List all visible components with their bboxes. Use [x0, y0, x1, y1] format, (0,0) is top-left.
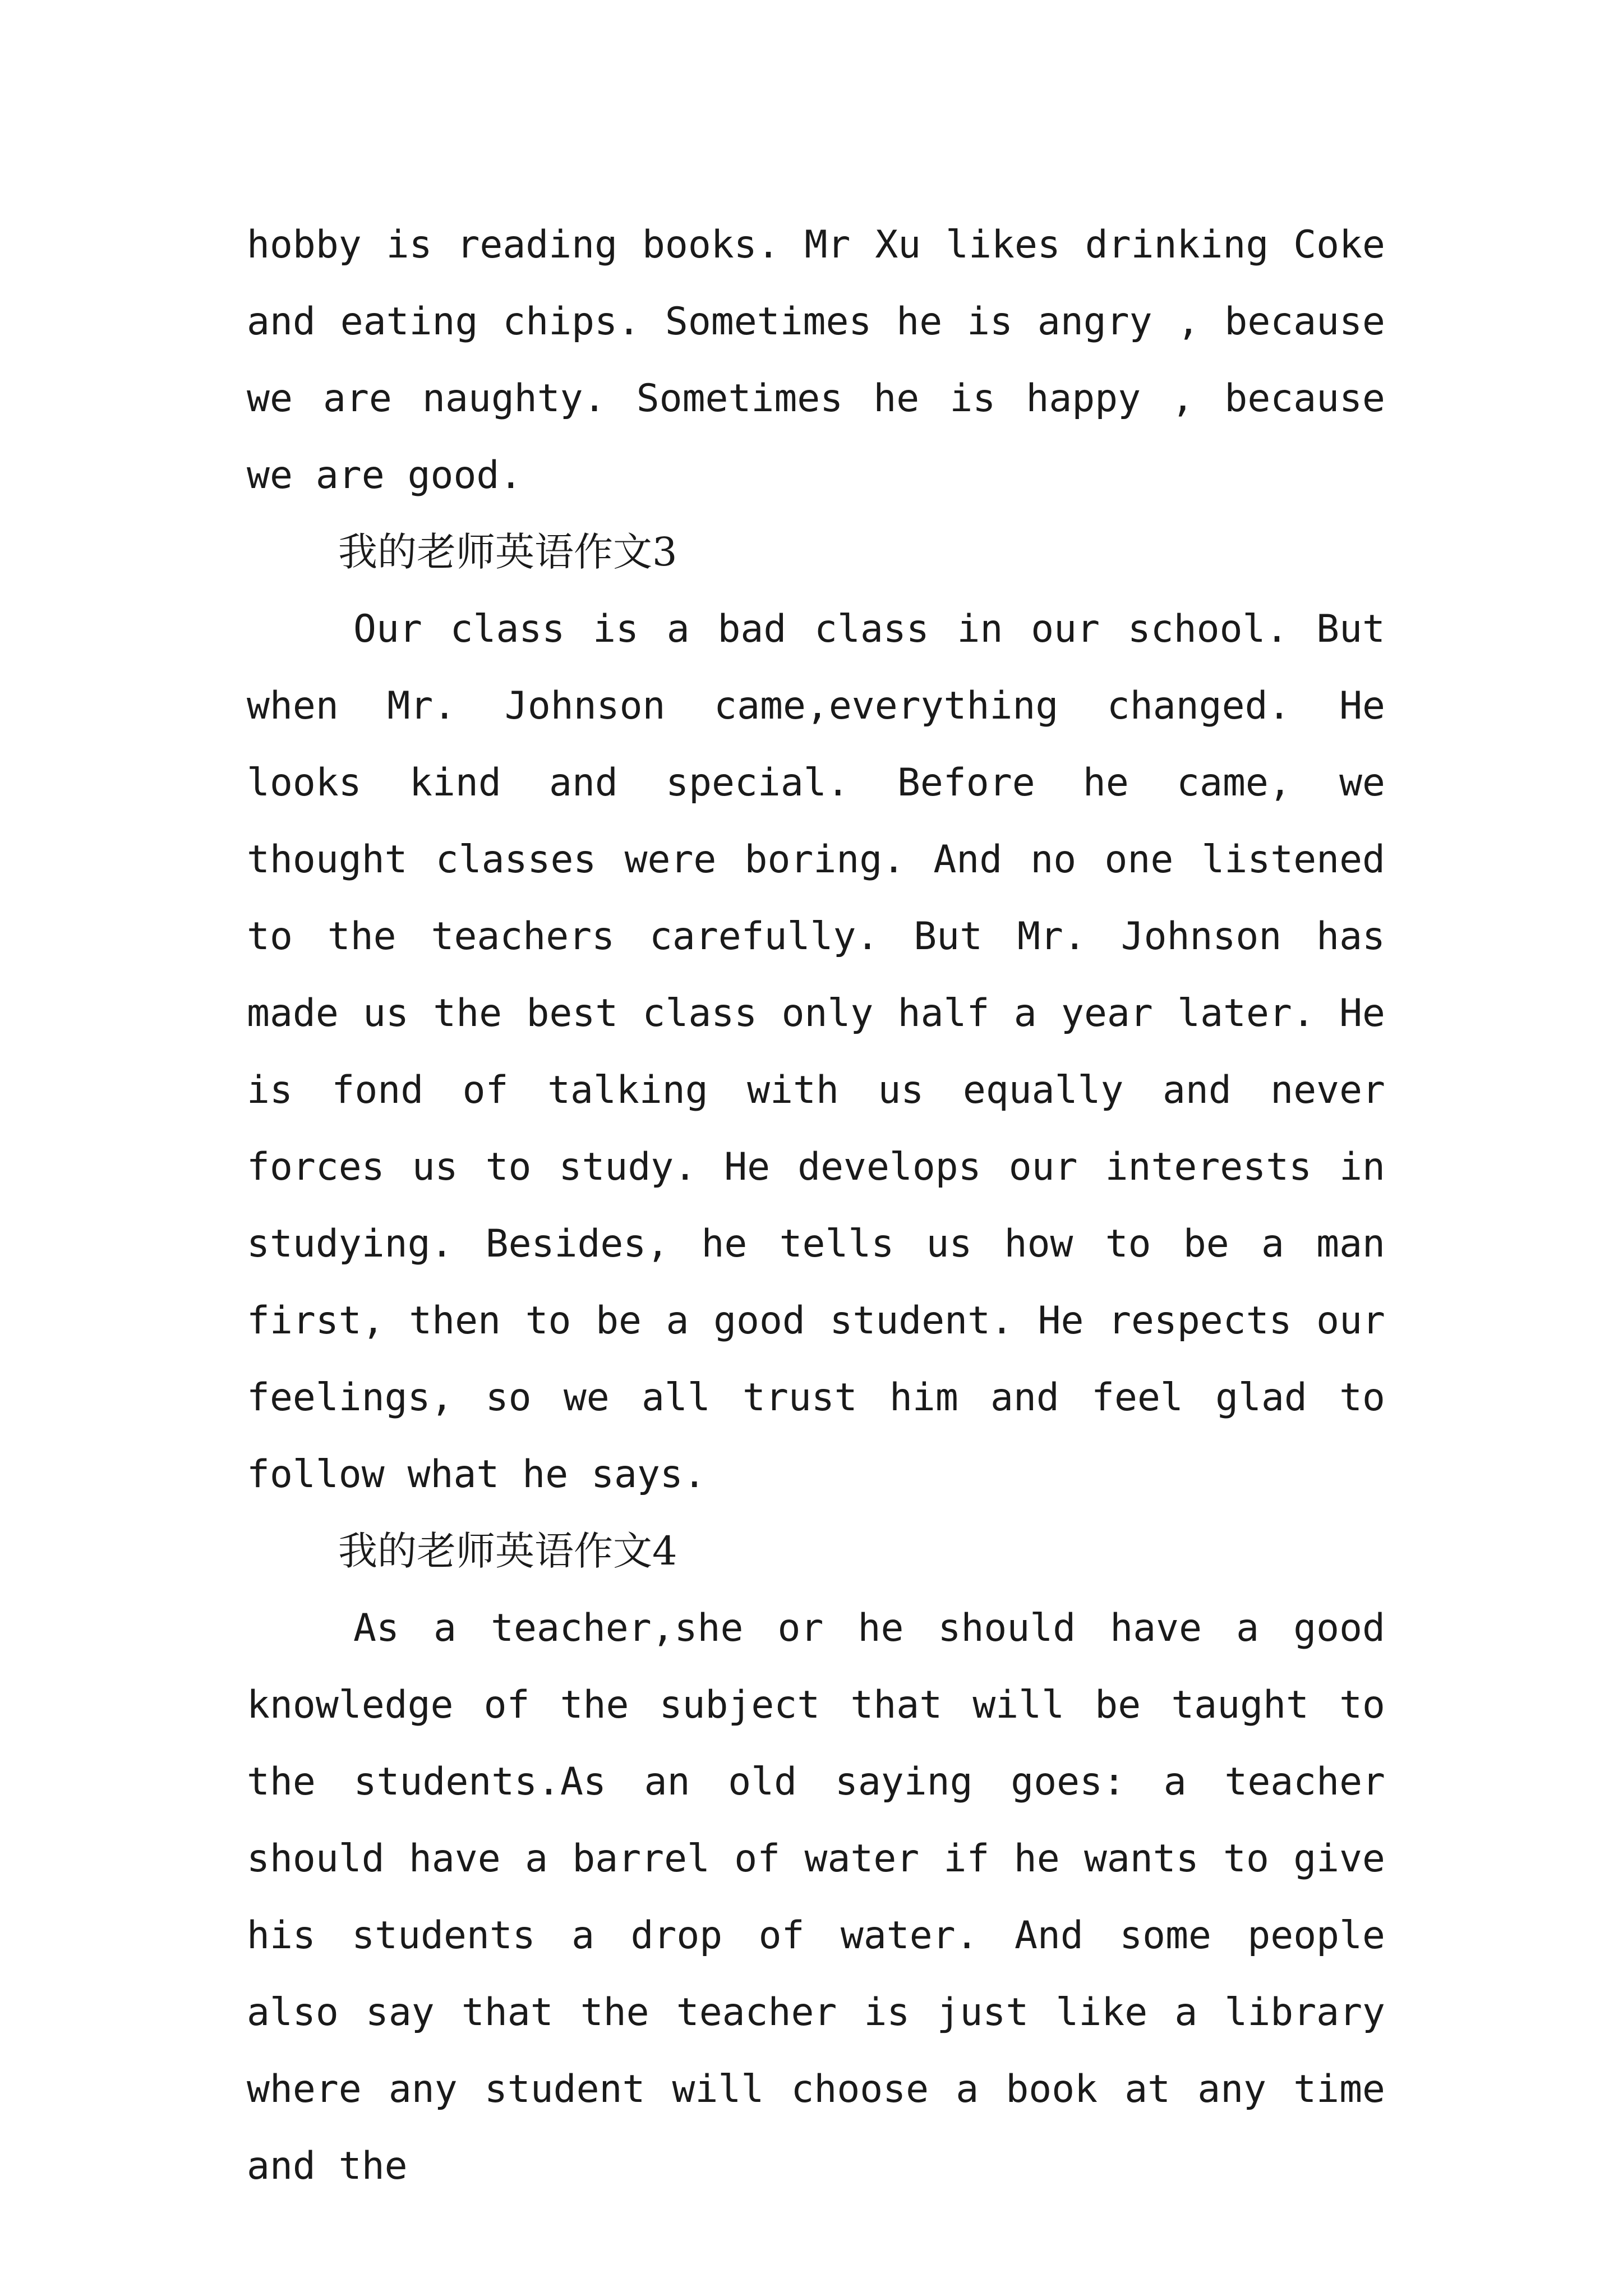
essay-heading-3: 我的老师英语作文3: [338, 529, 677, 575]
essay-paragraph: hobby is reading books. Mr Xu likes drinking Coke and eating chips. Sometimes he is angry , because we are naughty. Sometimes he is happy , because we are good.: [247, 223, 1385, 498]
document-body: [247, 206, 1385, 2205]
essay-paragraph: As a teacher,she or he should have a good knowledge of the subject that will be taught to the students.As an old saying goes: a teacher should have a barrel of water if he wants to give his students a drop of water. And some people also say that the teacher is just like a library where any student will choose a book at any time and the: [247, 1606, 1385, 2188]
essay-paragraph: Our class is a bad class in our school. But when Mr. Johnson came,everything changed. He looks kind and special. Before he came, we thought classes were boring. And no one listened to the teachers carefully. But Mr. Johnson has made us the best class only half a year later. He is fond of talking with us equally and never forces us to study. He develops our interests in studying. Besides, he tells us how to be a man first, then to be a good student. He respects our feelings, so we all trust him and feel glad to follow what he says.: [247, 607, 1385, 1497]
essay-heading-4: 我的老师英语作文4: [338, 1528, 677, 1574]
